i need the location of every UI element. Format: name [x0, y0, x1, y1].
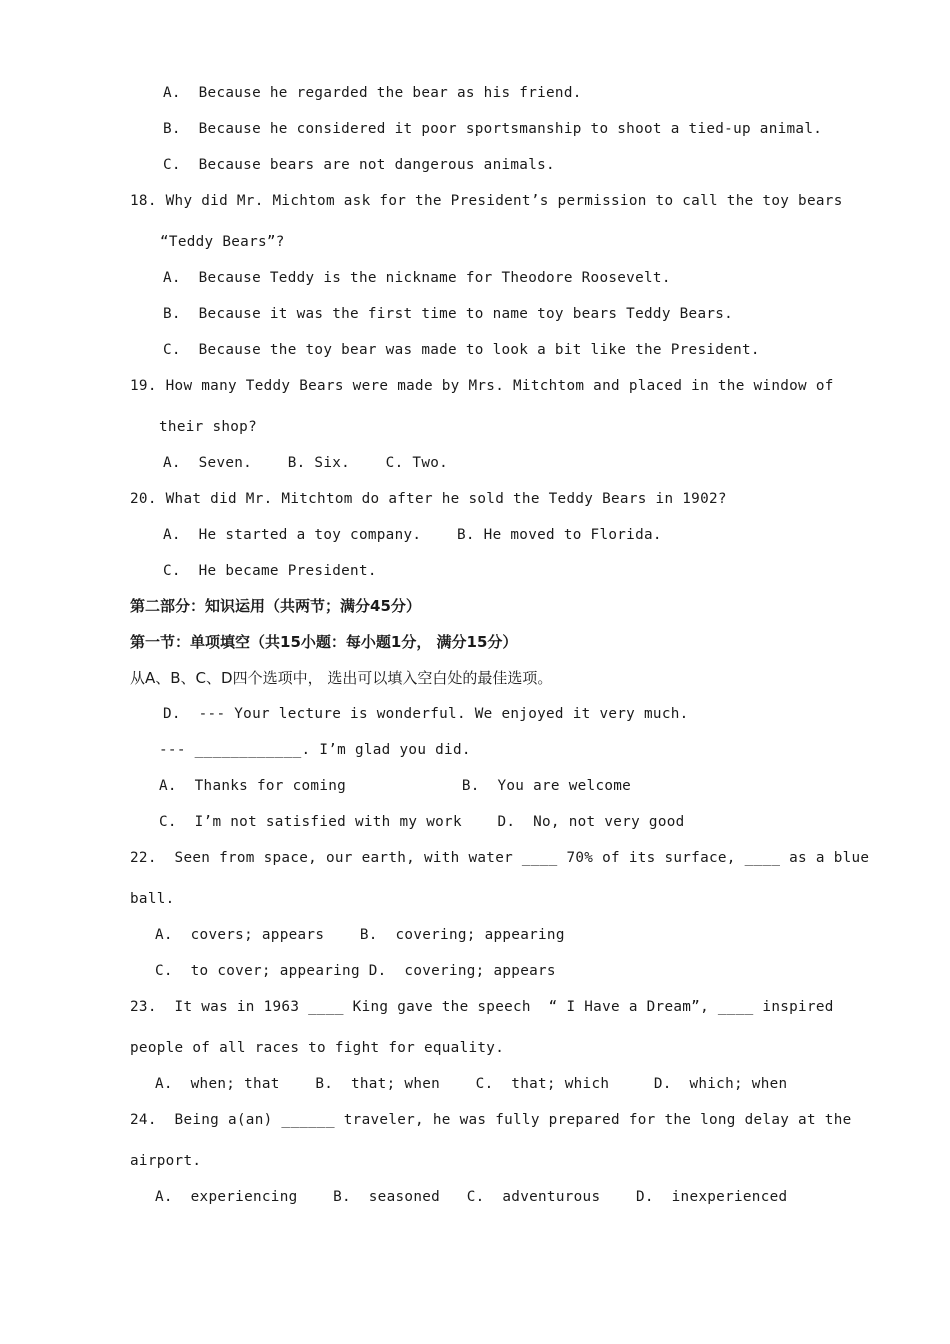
- q20-options-ab: A. He started a toy company. B. He moved to Florida.: [163, 527, 662, 543]
- q22-question-cont: ball.: [130, 891, 175, 907]
- q19-question: 19. How many Teddy Bears were made by Mrs. Mitchtom and placed in the window of: [130, 378, 834, 394]
- q21-options-ab: A. Thanks for coming B. You are welcome: [159, 778, 632, 794]
- q24-options: A. experiencing B. seasoned C. adventurous D. inexperienced: [155, 1189, 788, 1205]
- q23-question: 23. It was in 1963 ____ King gave the speech “ I Have a Dream”, ____ inspired: [130, 999, 834, 1015]
- q21-question: D. --- Your lecture is wonderful. We enjoyed it very much.: [163, 706, 689, 722]
- q19-options: A. Seven. B. Six. C. Two.: [163, 455, 449, 471]
- q24-question: 24. Being a(an) ______ traveler, he was fully prepared for the long delay at the: [130, 1112, 852, 1128]
- q23-question-cont: people of all races to fight for equality.: [130, 1040, 505, 1056]
- q20-question: 20. What did Mr. Mitchtom do after he sold the Teddy Bears in 1902?: [130, 491, 727, 507]
- q18-option-b: B. Because it was the first time to name toy bears Teddy Bears.: [163, 306, 734, 322]
- q20-option-c: C. He became President.: [163, 563, 377, 579]
- section-one-instructions: 从A、B、C、D四个选项中， 选出可以填入空白处的最佳选项。: [130, 669, 553, 687]
- q22-options-ab: A. covers; appears B. covering; appearing: [155, 927, 565, 943]
- q23-options: A. when; that B. that; when C. that; which D. which; when: [155, 1076, 788, 1092]
- part-two-heading: 第二部分：知识运用（共两节；满分45分）: [130, 597, 421, 615]
- q19-question-cont: their shop?: [159, 419, 257, 435]
- q22-options-cd: C. to cover; appearing D. covering; appears: [155, 963, 556, 979]
- q21-response: --- ____________. I’m glad you did.: [159, 742, 471, 758]
- q18-question: 18. Why did Mr. Michtom ask for the President’s permission to call the toy bears: [130, 193, 843, 209]
- q21-options-cd: C. I’m not satisfied with my work D. No, not very good: [159, 814, 685, 830]
- q18-option-a: A. Because Teddy is the nickname for Theodore Roosevelt.: [163, 270, 671, 286]
- q22-question: 22. Seen from space, our earth, with water ____ 70% of its surface, ____ as a blue: [130, 850, 870, 866]
- q17-option-c: C. Because bears are not dangerous animals.: [163, 157, 555, 173]
- q18-option-c: C. Because the toy bear was made to look a bit like the President.: [163, 342, 760, 358]
- q17-option-b: B. Because he considered it poor sportsmanship to shoot a tied-up animal.: [163, 121, 823, 137]
- section-one-heading: 第一节：单项填空（共15小题：每小题1分， 满分15分）: [130, 633, 518, 651]
- q24-question-cont: airport.: [130, 1153, 202, 1169]
- q17-option-a: A. Because he regarded the bear as his friend.: [163, 85, 582, 101]
- q18-question-cont: “Teddy Bears”?: [160, 234, 285, 250]
